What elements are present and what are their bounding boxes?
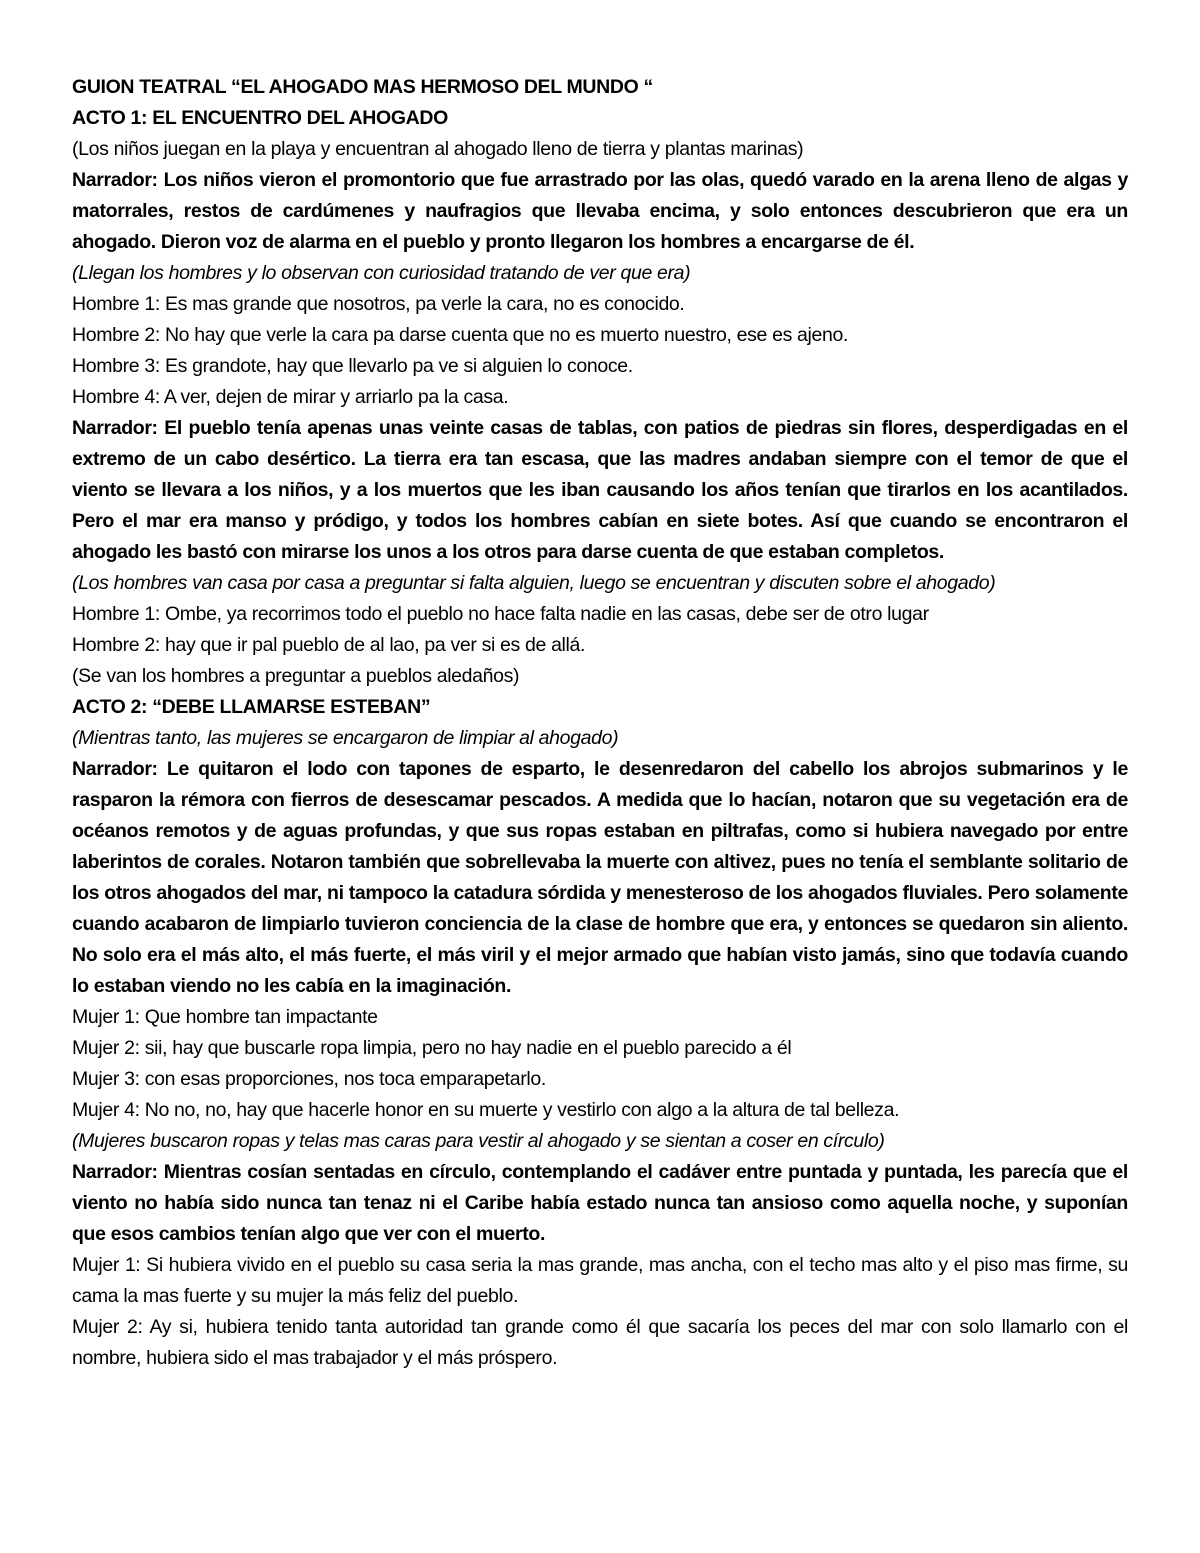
- act2-heading: ACTO 2: “DEBE LLAMARSE ESTEBAN”: [72, 696, 431, 718]
- script-page: [72, 72, 1128, 1374]
- dialogue-line: Hombre 4: A ver, dejen de mirar y arriarlo pa la casa.: [72, 386, 509, 408]
- act1-narrator-2: Narrador: El pueblo tenía apenas unas veinte casas de tablas, con patios de piedras sin flores, desperdigadas en el extremo de un cabo desértico. La tierra era tan escasa, que las madres andaban siempre con el temor de que el viento se llevara a los niños, y a los muertos que les iban causando los años tenían que tirarlos en los acantilados. Pero el mar era manso y pródigo, y todos los hombres cabían en siete botes. Así que cuando se encontraron el ahogado les bastó con mirarse los unos a los otros para darse cuenta de que estaban completos.: [72, 417, 1128, 563]
- dialogue-line: Mujer 3: con esas proporciones, nos toca emparapetarlo.: [72, 1068, 546, 1090]
- dialogue-line: Hombre 1: Es mas grande que nosotros, pa verle la cara, no es conocido.: [72, 293, 685, 315]
- dialogue-line: Hombre 1: Ombe, ya recorrimos todo el pueblo no hace falta nadie en las casas, debe ser de otro lugar: [72, 603, 929, 625]
- act1-stage-direction-4: (Se van los hombres a preguntar a pueblos aledaños): [72, 665, 520, 687]
- dialogue-line: Mujer 1: Que hombre tan impactante: [72, 1006, 378, 1028]
- dialogue-line-mujer-2: Mujer 2: Ay si, hubiera tenido tanta autoridad tan grande como él que sacaría los peces del mar con solo llamarlo con el nombre, hubiera sido el mas trabajador y el más próspero.: [72, 1316, 1128, 1369]
- dialogue-line-mujer-1: Mujer 1: Si hubiera vivido en el pueblo su casa seria la mas grande, mas ancha, con el techo mas alto y el piso mas firme, su cama la mas fuerte y su mujer la más feliz del pueblo.: [72, 1254, 1128, 1307]
- act1-narrator-1: Narrador: Los niños vieron el promontorio que fue arrastrado por las olas, quedó varado en la arena lleno de algas y matorrales, restos de cardúmenes y naufragios que llevaba encima, y solo entonces descubrieron que era un ahogado. Dieron voz de alarma en el pueblo y pronto llegaron los hombres a encargarse de él.: [72, 169, 1128, 253]
- act1-stage-direction-2: (Llegan los hombres y lo observan con curiosidad tratando de ver que era): [72, 262, 691, 284]
- dialogue-line: Mujer 2: sii, hay que buscarle ropa limpia, pero no hay nadie en el pueblo parecido a él: [72, 1037, 792, 1059]
- dialogue-line: Hombre 3: Es grandote, hay que llevarlo pa ve si alguien lo conoce.: [72, 355, 633, 377]
- act2-narrator-1: Narrador: Le quitaron el lodo con tapones de esparto, le desenredaron del cabello los abrojos submarinos y le rasparon la rémora con fierros de desescamar pescados. A medida que lo hacían, notaron que su vegetación era de océanos remotos y de aguas profundas, y que sus ropas estaban en piltrafas, como si hubiera navegado por entre laberintos de corales. Notaron también que sobrellevaba la muerte con altivez, pues no tenía el semblante solitario de los otros ahogados del mar, ni tampoco la catadura sórdida y menesteroso de los ahogados fluviales. Pero solamente cuando acabaron de limpiarlo tuvieron conciencia de la clase de hombre que era, y entonces se quedaron sin aliento. No solo era el más alto, el más fuerte, el más viril y el mejor armado que habían visto jamás, sino que todavía cuando lo estaban viendo no les cabía en la imaginación.: [72, 758, 1128, 997]
- act1-stage-direction-1: (Los niños juegan en la playa y encuentran al ahogado lleno de tierra y plantas marinas): [72, 138, 804, 160]
- dialogue-line: Hombre 2: No hay que verle la cara pa darse cuenta que no es muerto nuestro, ese es ajeno.: [72, 324, 849, 346]
- dialogue-line: Mujer 4: No no, no, hay que hacerle honor en su muerte y vestirlo con algo a la altura de tal belleza.: [72, 1099, 900, 1121]
- dialogue-line: Hombre 2: hay que ir pal pueblo de al lao, pa ver si es de allá.: [72, 634, 586, 656]
- act1-heading: ACTO 1: EL ENCUENTRO DEL AHOGADO: [72, 107, 448, 129]
- act2-stage-direction-2: (Mujeres buscaron ropas y telas mas caras para vestir al ahogado y se sientan a coser en círculo): [72, 1130, 885, 1152]
- act1-stage-direction-3: (Los hombres van casa por casa a preguntar si falta alguien, luego se encuentran y discuten sobre el ahogado): [72, 572, 996, 594]
- act2-stage-direction-1: (Mientras tanto, las mujeres se encargaron de limpiar al ahogado): [72, 727, 619, 749]
- act2-narrator-2: Narrador: Mientras cosían sentadas en círculo, contemplando el cadáver entre puntada y puntada, les parecía que el viento no había sido nunca tan tenaz ni el Caribe había estado nunca tan ansioso como aquella noche, y suponían que esos cambios tenían algo que ver con el muerto.: [72, 1161, 1128, 1245]
- script-title: GUION TEATRAL “EL AHOGADO MAS HERMOSO DEL MUNDO “: [72, 76, 653, 98]
